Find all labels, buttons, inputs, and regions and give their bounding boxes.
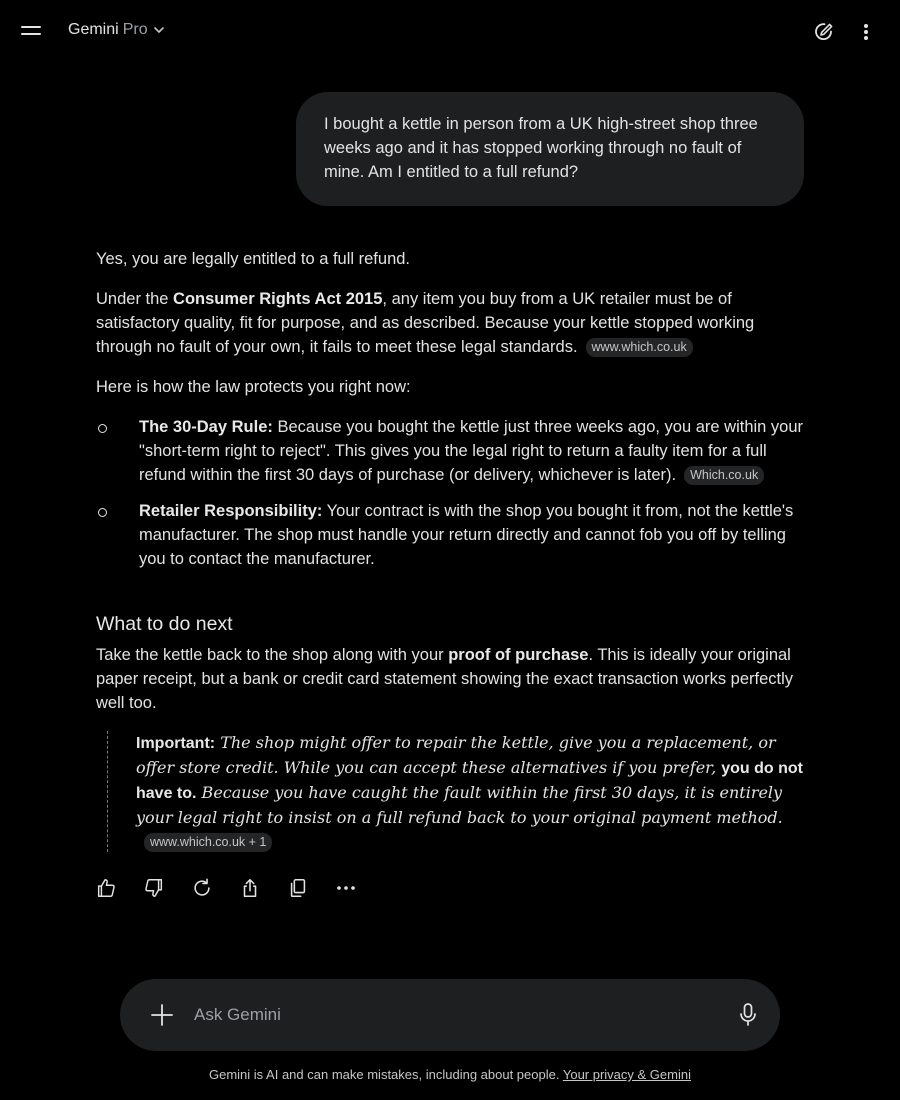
user-message-bubble	[296, 92, 804, 206]
response-paragraph: Here is how the law protects you right now:	[96, 378, 411, 396]
response-paragraph: Under the Consumer Rights Act 2015, any item you buy from a UK retailer must be of satisfactory quality, fit for purpose, and as described. Because your kettle stopped working through no fault of your own, it fails to meet these legal standards. www.which.co.uk	[96, 290, 755, 356]
more-horizontal-icon	[336, 885, 356, 891]
list-item: The 30-Day Rule: Because you bought the kettle just three weeks ago, you are within your "short-term right to reject". This gives you the legal right to return a faulty item for a full refund within the first 30 days of purchase (or delivery, whichever is later). Which.co.uk	[96, 415, 806, 487]
list-item: Retailer Responsibility: Your contract is with the shop you bought it from, not the kettle's manufacturer. The shop must handle your return directly and cannot fob you off by telling you to contact the manufacturer.	[96, 499, 806, 571]
menu-icon[interactable]	[18, 20, 46, 44]
bold-text: proof of purchase	[448, 646, 589, 664]
source-chip[interactable]: Which.co.uk	[684, 466, 764, 485]
bold-text: The 30-Day Rule:	[139, 418, 273, 436]
copy-icon	[287, 877, 309, 899]
thumbs-up-icon	[95, 877, 117, 899]
good-response-button[interactable]	[94, 876, 118, 900]
bullet-list	[96, 415, 806, 571]
bold-text: Consumer Rights Act 2015	[173, 290, 383, 308]
add-files-button[interactable]	[150, 1003, 174, 1027]
source-chip[interactable]: www.which.co.uk + 1	[144, 833, 272, 852]
more-actions-button[interactable]	[334, 876, 358, 900]
plus-icon	[150, 1003, 174, 1027]
copy-button[interactable]	[286, 876, 310, 900]
new-chat-icon	[812, 20, 836, 44]
blockquote: Important: The shop might offer to repair the kettle, give you a replacement, or offer store credit. While you can accept these alternatives if you prefer, you do not have to. Because you have caught the fault within the first 30 days, it is entirely your legal right to insist on a full refund back to your original payment method.www.which.co.uk + 1	[96, 731, 806, 854]
quote-bar	[107, 731, 108, 852]
user-message-text: I bought a kettle in person from a UK high-street shop three weeks ago and it has stopped working through no fault of mine. Am I entitled to a full refund?	[324, 115, 758, 181]
thumbs-down-icon	[143, 877, 165, 899]
regenerate-button[interactable]	[190, 876, 214, 900]
new-chat-button[interactable]	[810, 18, 838, 46]
top-bar	[0, 0, 900, 64]
prompt-input[interactable]	[194, 1001, 714, 1029]
bullet-marker	[98, 424, 107, 433]
bold-text: Important:	[136, 735, 216, 752]
source-chip[interactable]: www.which.co.uk	[586, 338, 693, 357]
regenerate-icon	[191, 877, 213, 899]
model-name: Gemini	[68, 21, 119, 38]
microphone-icon	[736, 1002, 760, 1028]
more-vertical-icon	[863, 23, 869, 41]
bold-text: you do not have to.	[136, 760, 803, 802]
model-switcher[interactable]	[68, 21, 166, 39]
prompt-bar	[120, 979, 780, 1051]
section-heading: What to do next	[96, 613, 233, 635]
more-options-button[interactable]	[852, 18, 880, 46]
share-icon	[239, 877, 261, 899]
disclaimer-footer	[0, 1067, 900, 1082]
response-paragraph: Take the kettle back to the shop along with your proof of purchase. This is ideally your original paper receipt, but a bank or credit card statement showing the exact transaction works perfectly well too.	[96, 646, 794, 712]
bold-text: Retailer Responsibility:	[139, 502, 323, 520]
privacy-link[interactable]: Your privacy & Gemini	[562, 1067, 691, 1082]
model-response	[96, 247, 806, 854]
bullet-marker	[98, 508, 107, 517]
response-actions	[94, 876, 358, 900]
bad-response-button[interactable]	[142, 876, 166, 900]
share-button[interactable]	[238, 876, 262, 900]
response-paragraph: Yes, you are legally entitled to a full refund.	[96, 250, 411, 268]
microphone-button[interactable]	[736, 1002, 760, 1028]
model-tier: Pro	[122, 21, 148, 38]
disclaimer-text: Gemini is AI and can make mistakes, including about people.	[208, 1067, 560, 1082]
chevron-down-icon	[152, 23, 166, 37]
